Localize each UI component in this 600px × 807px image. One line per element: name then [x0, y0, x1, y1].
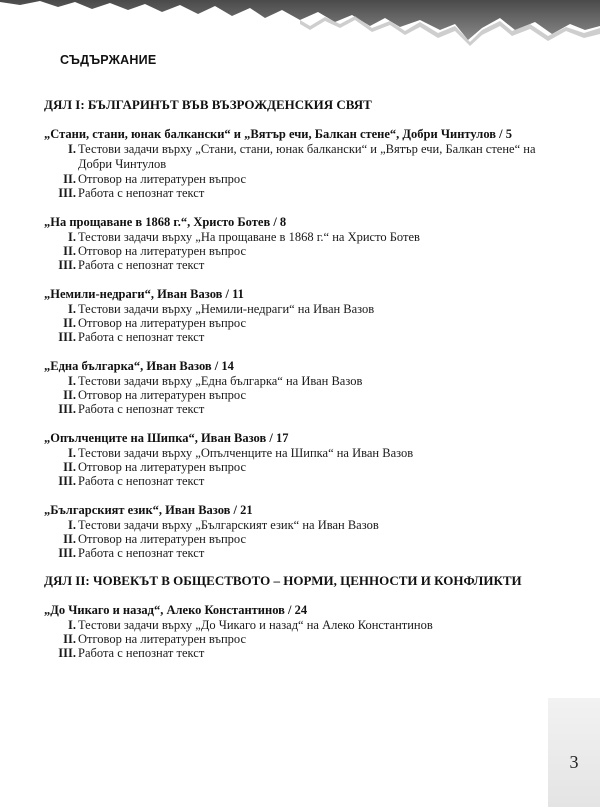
work-title: „Опълченците на Шипка“, Иван Вазов / 17 [44, 431, 289, 445]
task-text: Работа с непознат текст [78, 402, 205, 416]
task-text: Отговор на литературен въпрос [78, 460, 247, 474]
task-number: II. [63, 460, 76, 474]
task-item [44, 330, 544, 345]
task-item [44, 632, 544, 647]
task-item [44, 618, 544, 633]
task-text: Тестови задачи върху „Стани, стани, юнак балкански“ и „Вятър ечи, Балкан стене“ на Добри Чинтулов [78, 142, 536, 171]
work-title: „Българският език“, Иван Вазов / 21 [44, 503, 253, 517]
task-item [44, 474, 544, 489]
torn-paper-header-texture [0, 0, 600, 48]
work-title: „На прощаване в 1868 г.“, Христо Ботев / 8 [44, 215, 287, 229]
task-text: Отговор на литературен въпрос [78, 172, 247, 186]
task-text: Отговор на литературен въпрос [78, 316, 247, 330]
task-item [44, 244, 544, 259]
task-number: III. [58, 330, 76, 344]
task-item [44, 316, 544, 331]
task-item [44, 374, 544, 389]
task-item [44, 302, 544, 317]
task-item [44, 646, 544, 661]
task-text: Тестови задачи върху „Немили-недраги“ на Иван Вазов [78, 302, 375, 316]
task-number: I. [68, 142, 76, 156]
task-text: Работа с непознат текст [78, 330, 205, 344]
task-number: I. [68, 374, 76, 388]
task-text: Работа с непознат текст [78, 258, 205, 272]
task-text: Отговор на литературен въпрос [78, 244, 247, 258]
task-item [44, 186, 544, 201]
part-title: ДЯЛ II: ЧОВЕКЪТ В ОБЩЕСТВОТО – НОРМИ, ЦЕННОСТИ И КОНФЛИКТИ [44, 573, 522, 588]
task-item [44, 446, 544, 461]
task-text: Тестови задачи върху „Българският език“ на Иван Вазов [78, 518, 379, 532]
task-item [44, 402, 544, 417]
task-number: II. [63, 532, 76, 546]
task-item [44, 532, 544, 547]
task-text: Работа с непознат текст [78, 646, 205, 660]
task-number: II. [63, 244, 76, 258]
task-number: I. [68, 618, 76, 632]
task-item [44, 230, 544, 245]
task-text: Тестови задачи върху „На прощаване в 1868 г.“ на Христо Ботев [78, 230, 420, 244]
task-number: III. [58, 258, 76, 272]
task-number: I. [68, 518, 76, 532]
task-number: III. [58, 474, 76, 488]
task-number: II. [63, 388, 76, 402]
task-number: II. [63, 172, 76, 186]
task-number: I. [68, 446, 76, 460]
task-text: Тестови задачи върху „Една българка“ на Иван Вазов [78, 374, 363, 388]
task-text: Отговор на литературен въпрос [78, 632, 247, 646]
task-text: Отговор на литературен въпрос [78, 532, 247, 546]
task-text: Отговор на литературен въпрос [78, 388, 247, 402]
task-item [44, 518, 544, 533]
task-number: III. [58, 546, 76, 560]
work-title: „Една българка“, Иван Вазов / 14 [44, 359, 234, 373]
task-item [44, 258, 544, 273]
task-text: Тестови задачи върху „Опълченците на Шипка“ на Иван Вазов [78, 446, 414, 460]
page-title: СЪДЪРЖАНИЕ [60, 53, 157, 67]
task-number: I. [68, 230, 76, 244]
work-title: „Стани, стани, юнак балкански“ и „Вятър ечи, Балкан стене“, Добри Чинтулов / 5 [44, 127, 512, 141]
task-number: I. [68, 302, 76, 316]
work-title: „До Чикаго и назад“, Алеко Константинов / 24 [44, 603, 308, 617]
task-item [44, 172, 544, 187]
task-number: II. [63, 316, 76, 330]
task-item [44, 546, 544, 561]
task-number: III. [58, 186, 76, 200]
task-item [44, 142, 544, 172]
task-text: Работа с непознат текст [78, 474, 205, 488]
task-item [44, 388, 544, 403]
part-title: ДЯЛ I: БЪЛГАРИНЪТ ВЪВ ВЪЗРОЖДЕНСКИЯ СВЯТ [44, 97, 372, 112]
task-text: Работа с непознат текст [78, 186, 205, 200]
task-text: Работа с непознат текст [78, 546, 205, 560]
task-number: III. [58, 402, 76, 416]
page-number: 3 [569, 752, 579, 772]
task-number: III. [58, 646, 76, 660]
task-item [44, 460, 544, 475]
work-title: „Немили-недраги“, Иван Вазов / 11 [44, 287, 244, 301]
task-text: Тестови задачи върху „До Чикаго и назад“ на Алеко Константинов [78, 618, 433, 632]
task-number: II. [63, 632, 76, 646]
